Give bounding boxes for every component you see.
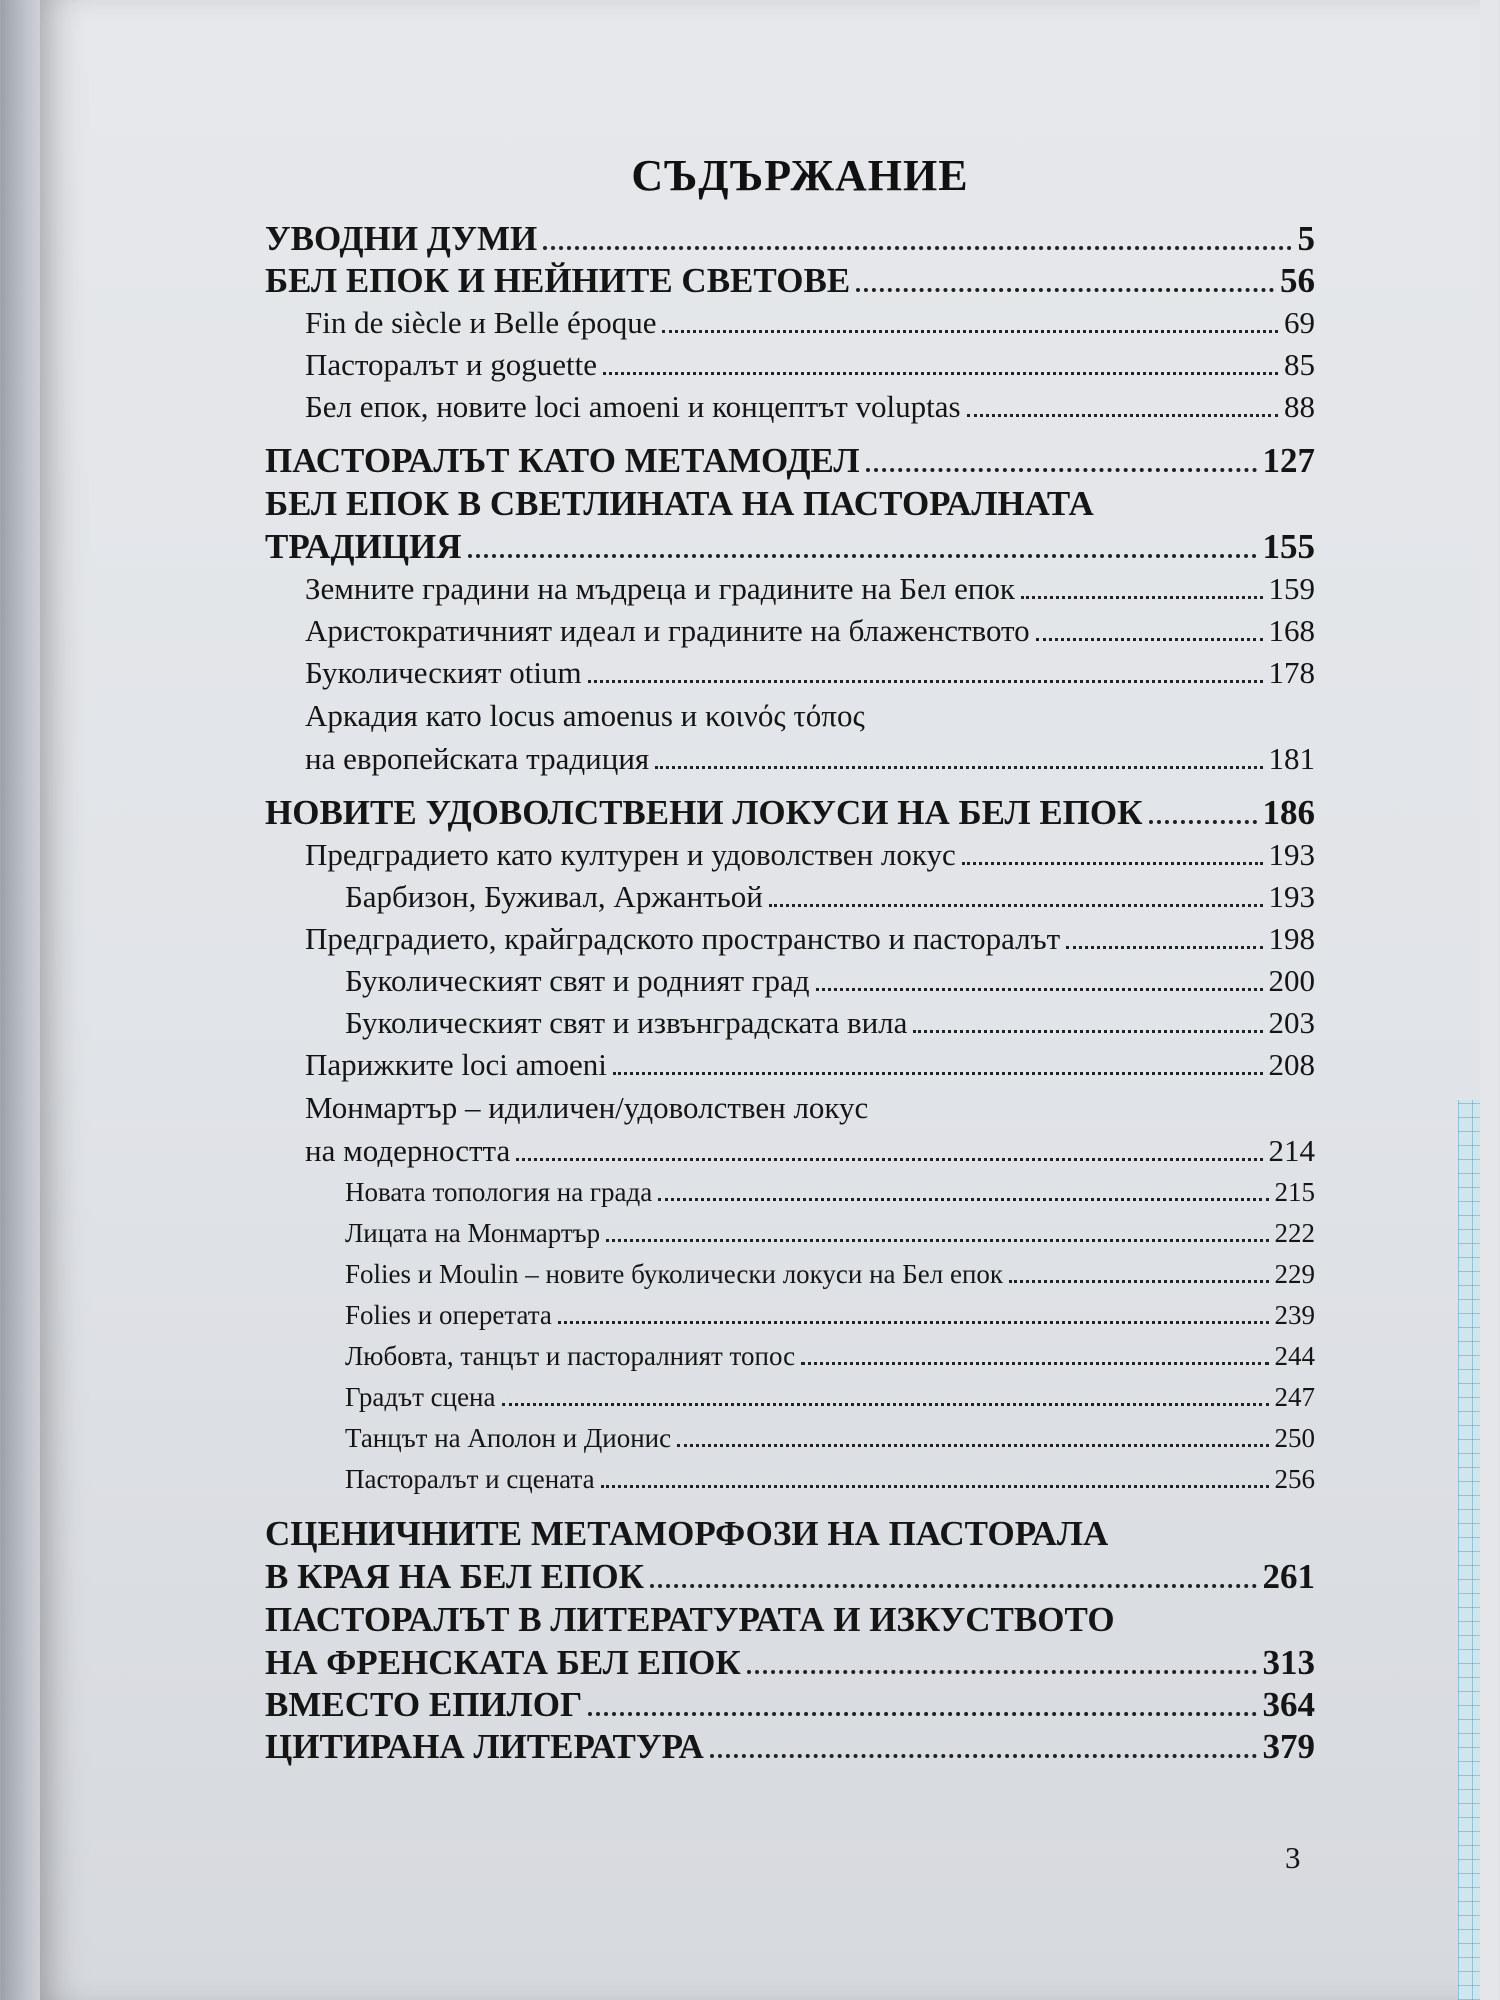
toc-entry-line: ПАСТОРАЛЪТ В ЛИТЕРАТУРАТА И ИЗКУСТВОТО	[265, 1600, 1115, 1639]
toc-entry: Бел епок, новите loci amoeni и концептът voluptas 88	[305, 389, 1315, 424]
toc-entry: Новата топология на града 215	[345, 1177, 1315, 1207]
toc-entry: Folies и Moulin – новите буколически локуси на Бел епок 229	[345, 1259, 1315, 1289]
toc-entry: Любовта, танцът и пасторалният топос 244	[345, 1341, 1315, 1371]
grid-paper-edge	[1458, 1100, 1480, 2000]
toc-entry-line: Аркадия като locus amoenus и κοινός τόπος	[305, 698, 865, 733]
toc-entry: Предградието, крайградското пространство и пасторалът 198	[305, 921, 1315, 956]
toc-entry-line: СЦЕНИЧНИТЕ МЕТАМОРФОЗИ НА ПАСТОРАЛА	[265, 1514, 1109, 1553]
toc-entry: Парижките loci amoeni 208	[305, 1047, 1315, 1082]
toc-entry: Земните градини на мъдреца и градините на Бел епок 159	[305, 571, 1315, 606]
toc-entry: Градът сцена 247	[345, 1382, 1315, 1412]
toc-entry: Лицата на Монмартър 222	[345, 1218, 1315, 1248]
toc-entry: ЦИТИРАНА ЛИТЕРАТУРА 379	[265, 1727, 1315, 1766]
toc-entry: БЕЛ ЕПОК И НЕЙНИТЕ СВЕТОВЕ 56	[265, 261, 1315, 300]
toc-entry: ТРАДИЦИЯ 155	[265, 527, 1315, 566]
toc-entry: В КРАЯ НА БЕЛ ЕПОК 261	[265, 1557, 1315, 1596]
toc-entry-line: Монмартър – идиличен/удоволствен локус	[305, 1090, 869, 1125]
page-number: 3	[1285, 1840, 1301, 1875]
toc-entry: Буколическият свят и извънградската вила 203	[345, 1005, 1315, 1040]
toc-entry: Пасторалът и сцената 256	[345, 1464, 1315, 1494]
toc-entry: Буколическият otium 178	[305, 655, 1315, 690]
toc-entry: ВМЕСТО ЕПИЛОГ 364	[265, 1685, 1315, 1724]
toc-entry: Пасторалът и goguette 85	[305, 347, 1315, 382]
toc-entry-line: БЕЛ ЕПОК В СВЕТЛИНАТА НА ПАСТОРАЛНАТА	[265, 484, 1094, 523]
toc-entry: НОВИТЕ УДОВОЛСТВЕНИ ЛОКУСИ НА БЕЛ ЕПОК 186	[265, 793, 1315, 832]
page-title: СЪДЪРЖАНИЕ	[631, 151, 969, 200]
toc-entry: Предградието като културен и удоволствен локус 193	[305, 837, 1315, 872]
table-of-contents	[265, 218, 1315, 1768]
toc-entry: Барбизон, Буживал, Аржантьой 193	[345, 879, 1315, 914]
toc-entry: Аристократичният идеал и градините на блаженството 168	[305, 613, 1315, 648]
toc-entry: на модерността 214	[305, 1133, 1315, 1168]
toc-entry: НА ФРЕНСКАТА БЕЛ ЕПОК 313	[265, 1643, 1315, 1682]
toc-entry: Танцът на Аполон и Дионис 250	[345, 1423, 1315, 1453]
toc-entry: на европейската традиция 181	[305, 741, 1315, 776]
toc-entry: Буколическият свят и родният град 200	[345, 963, 1315, 998]
toc-entry: Folies и оперетата 239	[345, 1300, 1315, 1330]
toc-entry: Fin de siècle и Belle époque 69	[305, 305, 1315, 340]
toc-entry: УВОДНИ ДУМИ 5	[265, 219, 1315, 258]
toc-entry: ПАСТОРАЛЪТ КАТО МЕТАМОДЕЛ 127	[265, 441, 1315, 480]
